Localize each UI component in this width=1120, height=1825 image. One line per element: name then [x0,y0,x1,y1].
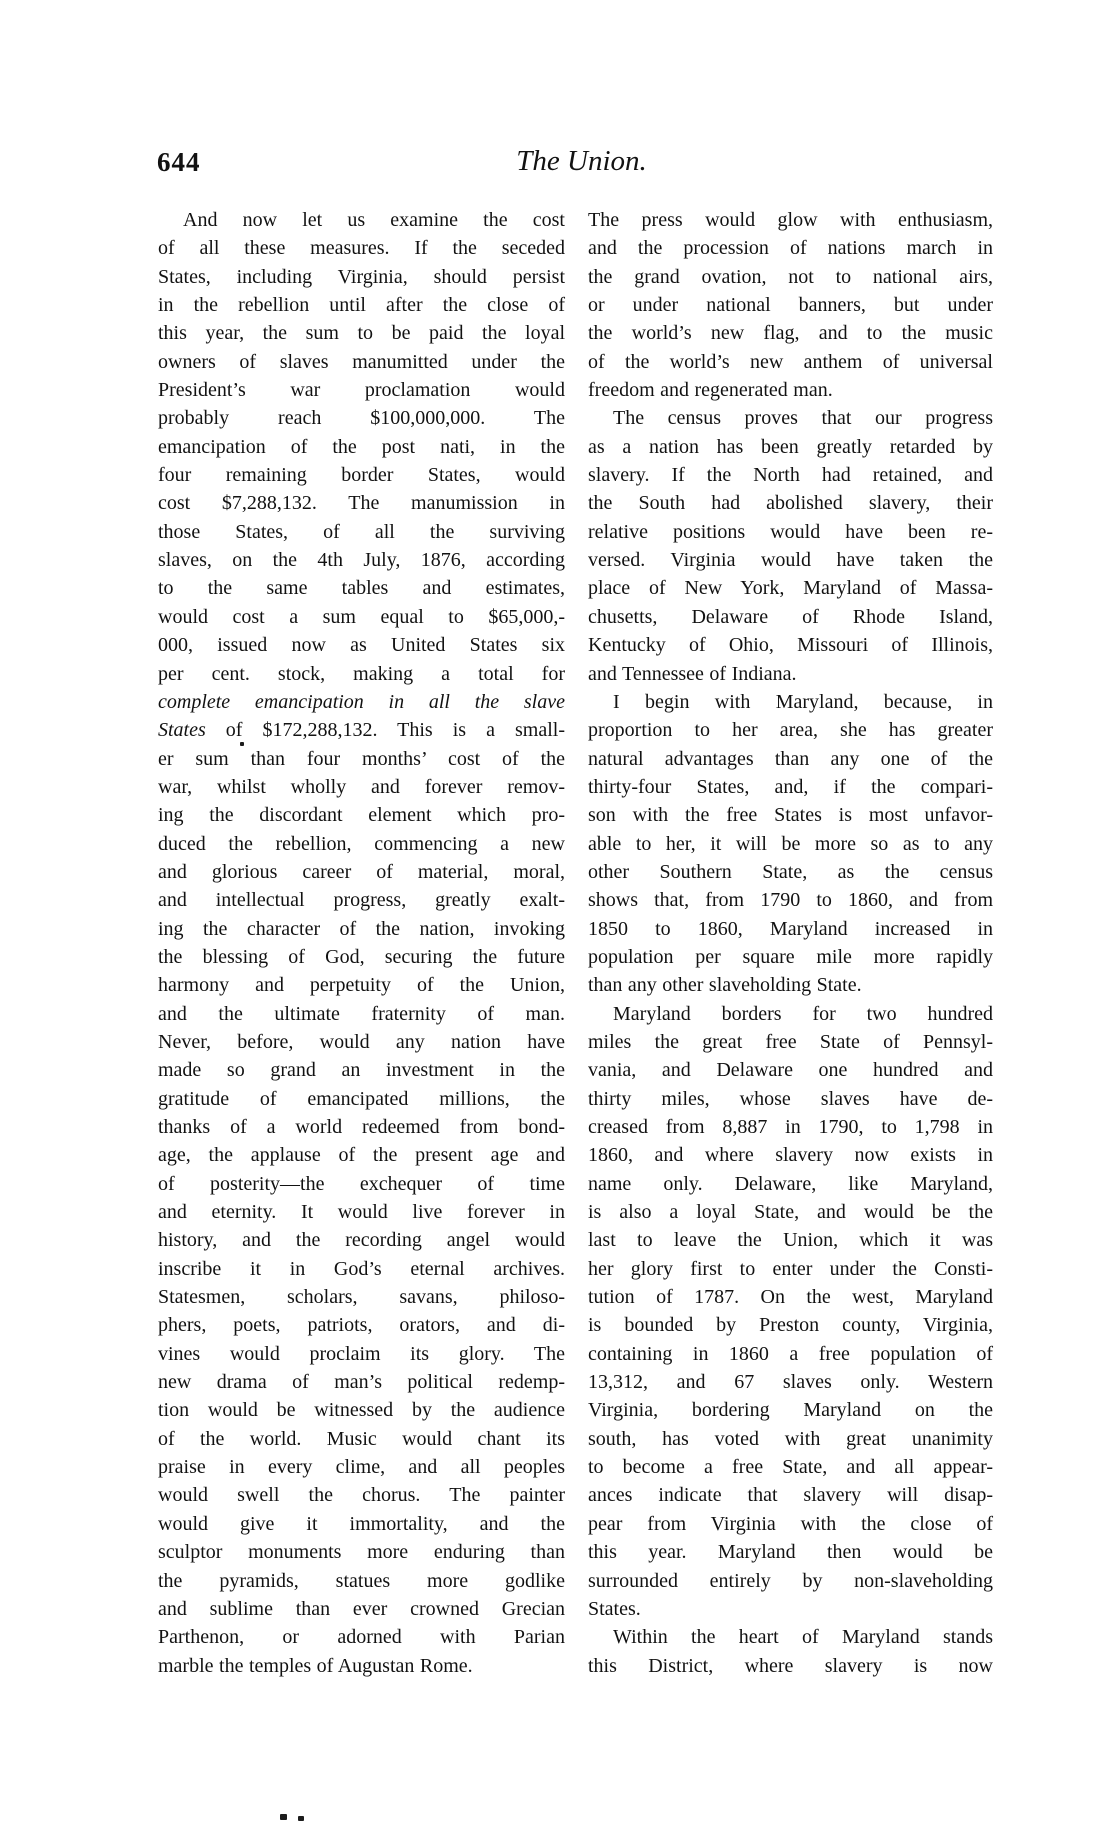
text-line: Kentucky of Ohio, Missouri of Illinois, [588,634,993,657]
text-line: shows that, from 1790 to 1860, and from [588,889,993,912]
text-line: freedom and regenerated man. [588,379,833,402]
text-line: States. [588,1597,641,1620]
text-line: marble the temples of Augustan Rome. [158,1654,473,1677]
text-line: those States, of all the surviving [158,520,565,543]
text-line: ing the discordant element which pro- [158,804,565,827]
text-line: ing the character of the nation, invoking [158,917,565,940]
text-line: this year, the sum to be paid the loyal [158,322,565,345]
text-line: surrounded entirely by non-slaveholding [588,1569,993,1592]
text-line: her glory first to enter under the Consti- [588,1257,993,1280]
text-line: to become a free State, and all appear- [588,1456,993,1479]
text-line: name only. Delaware, like Maryland, [588,1172,993,1195]
text-line: and intellectual progress, greatly exalt- [158,889,565,912]
text-line: this year. Maryland then would be [588,1541,993,1564]
text-line: would swell the chorus. The painter [158,1484,565,1507]
text-line: new drama of man’s political redemp- [158,1371,565,1394]
text-line: the blessing of God, securing the future [158,945,565,968]
text-line: able to her, it will be more so as to any [588,832,993,855]
text-line: 000, issued now as United States six [158,634,565,657]
text-line: the pyramids, statues more godlike [158,1569,565,1592]
text-line: other Southern State, as the census [588,860,993,883]
text-line: cost $7,288,132. The manumission in [158,492,565,515]
text-line: son with the free States is most unfavor- [588,804,993,827]
text-line: duced the rebellion, commencing a new [158,832,565,855]
text-line: this District, where slavery is now [588,1654,993,1677]
text-line: emancipation of the post nati, in the [158,435,565,458]
text-line: The press would glow with enthusiasm, [588,209,993,231]
text-line: Never, before, would any nation have [158,1030,565,1053]
text-line: than any other slaveholding State. [588,974,862,997]
text-line: Within the heart of Maryland stands [613,1626,993,1649]
text-line: as a nation has been greatly retarded by [588,435,993,458]
ink-speck [280,1814,287,1820]
text-line: vines would proclaim its glory. The [158,1342,565,1365]
text-line: slaves, on the 4th July, 1876, according [158,549,565,572]
ink-speck [298,1816,304,1821]
text-line: the grand ovation, not to national airs, [588,265,993,288]
text-line: history, and the recording angel would [158,1229,565,1252]
text-line: tion would be witnessed by the audience [158,1399,565,1422]
text-line: ances indicate that slavery will disap- [588,1484,993,1507]
page-title: The Union. [516,145,647,177]
text-line: would give it immortality, and the [158,1512,565,1535]
text-line: gratitude of emancipated millions, the [158,1087,565,1110]
text-line: in the rebellion until after the close of [158,294,565,317]
text-line: is bounded by Preston county, Virginia, [588,1314,993,1337]
text-line: proportion to her area, she has greater [588,719,993,742]
text-line: to the same tables and estimates, [158,577,565,600]
text-line: south, has voted with great unanimity [588,1427,993,1450]
text-line: praise in every clime, and all peoples [158,1456,565,1479]
text-line: made so grand an investment in the [158,1059,565,1082]
text-line: or under national banners, but under [588,294,993,317]
text-line: would cost a sum equal to $65,000,- [158,605,565,628]
text-line: tution of 1787. On the west, Maryland [588,1286,993,1309]
text-line: and eternity. It would live forever in [158,1201,565,1224]
text-line: owners of slaves manumitted under the [158,350,565,373]
text-line: er sum than four months’ cost of the [158,747,565,770]
text-line: of the world. Music would chant its [158,1427,565,1450]
text-line: the South had abolished slavery, their [588,492,993,515]
text-line: Statesmen, scholars, savans, philoso- [158,1286,565,1309]
text-line: chusetts, Delaware of Rhode Island, [588,605,993,628]
text-line: of all these measures. If the seceded [158,237,565,260]
text-line: last to leave the Union, which it was [588,1229,993,1252]
text-line: pear from Virginia with the close of [588,1512,993,1535]
text-line: creased from 8,887 in 1790, to 1,798 in [588,1116,993,1138]
text-line: phers, poets, patriots, orators, and di- [158,1314,565,1337]
text-line: inscribe it in God’s eternal archives. [158,1257,565,1280]
text-line: and sublime than ever crowned Grecian [158,1597,565,1620]
text-line: And now let us examine the cost [183,209,565,231]
text-line: per cent. stock, making a total for [158,662,565,685]
text-line: States of $172,288,132. This is a small- [158,719,565,742]
text-line: relative positions would have been re- [588,520,993,543]
text-line: and the procession of nations march in [588,237,993,260]
text-line: population per square mile more rapidly [588,945,993,968]
text-line: war, whilst wholly and forever remov- [158,775,565,798]
text-line: I begin with Maryland, because, in [613,690,993,713]
text-line: thanks of a world redeemed from bond- [158,1116,565,1138]
text-line: thirty miles, whose slaves have de- [588,1087,993,1110]
text-line: versed. Virginia would have taken the [588,549,993,572]
text-line: 13,312, and 67 slaves only. Western [588,1371,993,1394]
text-line: thirty-four States, and, if the compari- [588,775,993,798]
text-line: States, including Virginia, should persist [158,265,565,288]
text-line: the world’s new flag, and to the music [588,322,993,345]
text-column-left [158,206,565,1680]
text-line: slavery. If the North had retained, and [588,464,993,487]
text-line: vania, and Delaware one hundred and [588,1059,993,1082]
text-line: and glorious career of material, moral, [158,860,565,883]
text-line: 1860, and where slavery now exists in [588,1144,993,1167]
text-line: place of New York, Maryland of Massa- [588,577,993,600]
text-line: age, the applause of the present age and [158,1144,565,1167]
text-line: natural advantages than any one of the [588,747,993,770]
text-line: sculptor monuments more enduring than [158,1541,565,1564]
page-number: 644 [157,147,201,177]
text-line: probably reach $100,000,000. The [158,407,565,430]
text-line: The census proves that our progress [613,407,993,430]
text-column-right [588,206,993,1680]
text-line: Maryland borders for two hundred [613,1002,993,1025]
text-line: of the world’s new anthem of universal [588,350,993,373]
text-line: 1850 to 1860, Maryland increased in [588,917,993,940]
text-line: and the ultimate fraternity of man. [158,1002,565,1025]
text-line: containing in 1860 a free population of [588,1342,993,1365]
text-line: of posterity—the exchequer of time [158,1172,565,1195]
text-line: is also a loyal State, and would be the [588,1201,993,1224]
text-line: harmony and perpetuity of the Union, [158,974,565,997]
text-line: and Tennessee of Indiana. [588,662,797,685]
text-line: four remaining border States, would [158,464,565,487]
text-line: President’s war proclamation would [158,379,565,402]
text-line: Virginia, bordering Maryland on the [588,1399,993,1422]
ink-speck [240,742,244,746]
text-line: miles the great free State of Pennsyl- [588,1030,993,1053]
text-line: Parthenon, or adorned with Parian [158,1626,565,1649]
text-line: complete emancipation in all the slave [158,690,565,713]
